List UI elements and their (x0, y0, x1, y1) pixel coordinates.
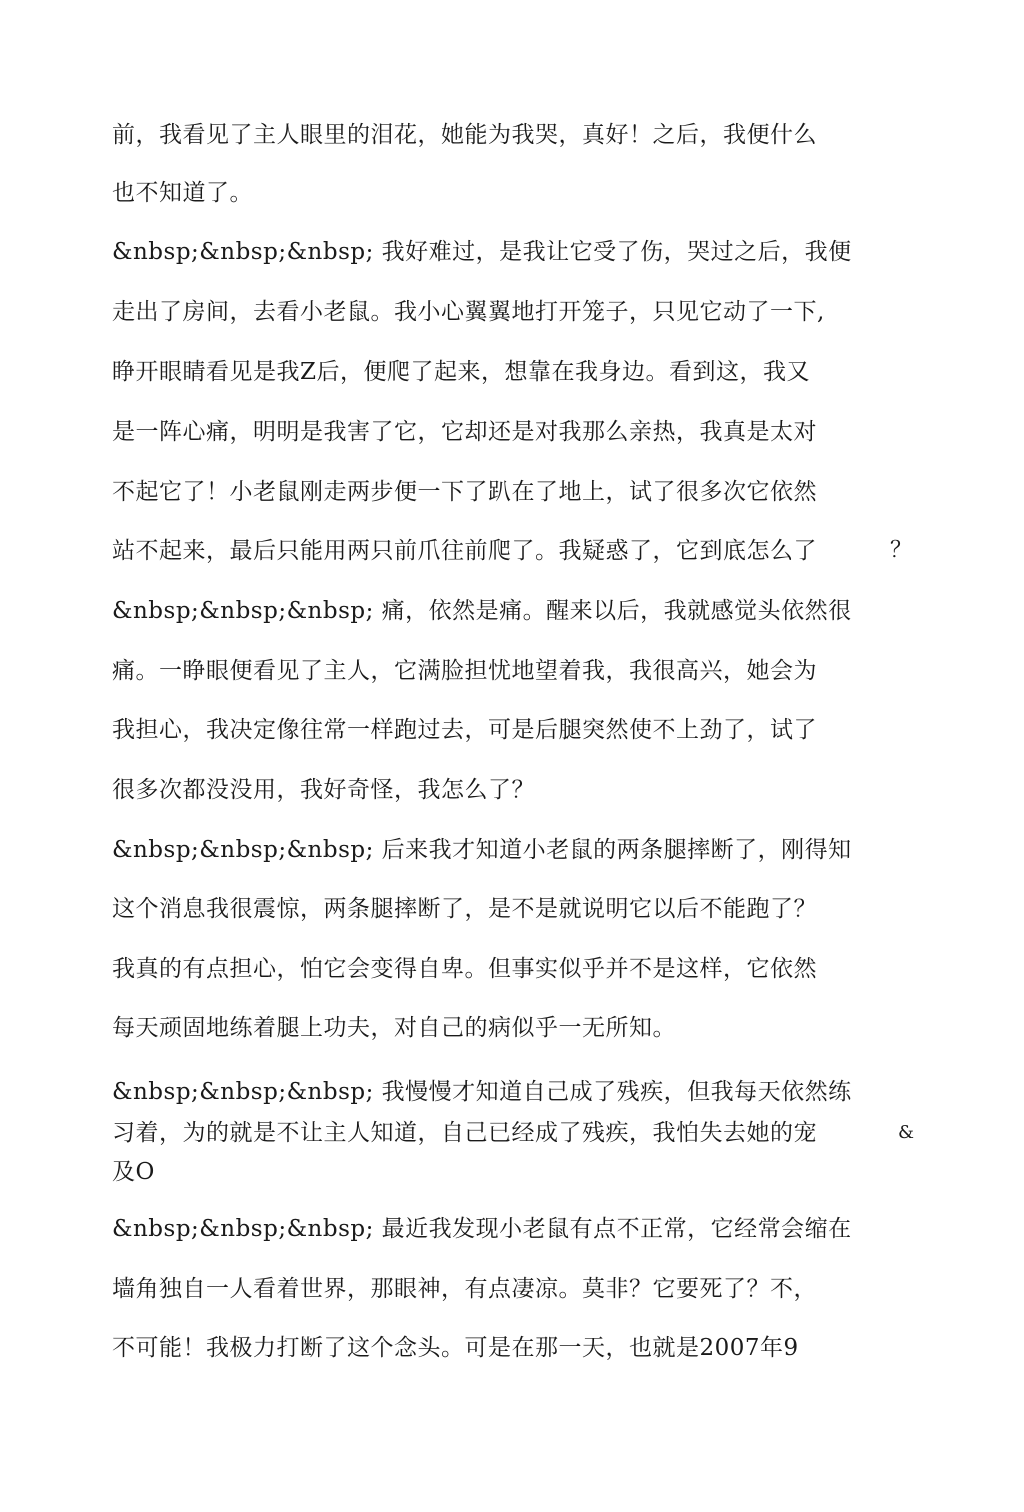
text-line: 习着，为的就是不让主人知道，自己已经成了残疾，我怕失去她的宠 (112, 1120, 817, 1146)
margin-question-mark: ？ (890, 538, 913, 563)
text-line: &nbsp;&nbsp;&nbsp; 我慢慢才知道自己成了残疾，但我每天依然练 (112, 1079, 852, 1105)
text-line: 我真的有点担心，怕它会变得自卑。但事实似乎并不是这样，它依然 (112, 956, 817, 982)
text-line: 我担心，我决定像往常一样跑过去，可是后腿突然使不上劲了，试了 (112, 717, 817, 743)
text-line: 不可能！我极力打断了这个念头。可是在那一天，也就是2007年9 (112, 1335, 799, 1361)
text-line: 站不起来，最后只能用两只前爪往前爬了。我疑惑了，它到底怎么了 (112, 538, 817, 564)
text-line: 每天顽固地练着腿上功夫，对自己的病似乎一无所知。 (112, 1015, 676, 1041)
margin-ampersand: & (898, 1122, 915, 1143)
text-line: 也不知道了。 (112, 180, 253, 206)
text-line: 走出了房间，去看小老鼠。我小心翼翼地打开笼子，只见它动了一下, (112, 299, 825, 325)
text-line: 不起它了！小老鼠刚走两步便一下了趴在了地上，试了很多次它依然 (112, 479, 817, 505)
text-line: 痛。一睁眼便看见了主人，它满脸担忧地望着我，我很高兴，她会为 (112, 658, 817, 684)
text-line: 前，我看见了主人眼里的泪花，她能为我哭，真好！之后，我便什么 (112, 122, 817, 148)
text-line: 睁开眼睛看见是我Z后，便爬了起来，想靠在我身边。看到这，我又 (112, 359, 810, 385)
text-line: &nbsp;&nbsp;&nbsp; 后来我才知道小老鼠的两条腿摔断了，刚得知 (112, 837, 852, 863)
text-line: 这个消息我很震惊，两条腿摔断了，是不是就说明它以后不能跑了？ (112, 896, 817, 922)
text-line: 是一阵心痛，明明是我害了它，它却还是对我那么亲热，我真是太对 (112, 419, 817, 445)
text-line: 很多次都没没用，我好奇怪，我怎么了？ (112, 777, 535, 803)
text-line: &nbsp;&nbsp;&nbsp; 我好难过，是我让它受了伤，哭过之后，我便 (112, 239, 852, 265)
text-line: &nbsp;&nbsp;&nbsp; 痛，依然是痛。醒来以后，我就感觉头依然很 (112, 598, 852, 624)
text-line: 墙角独自一人看着世界，那眼神，有点凄凉。莫非？它要死了？不， (112, 1276, 817, 1302)
text-line: 及O (112, 1159, 155, 1185)
text-line: &nbsp;&nbsp;&nbsp; 最近我发现小老鼠有点不正常，它经常会缩在 (112, 1216, 852, 1242)
